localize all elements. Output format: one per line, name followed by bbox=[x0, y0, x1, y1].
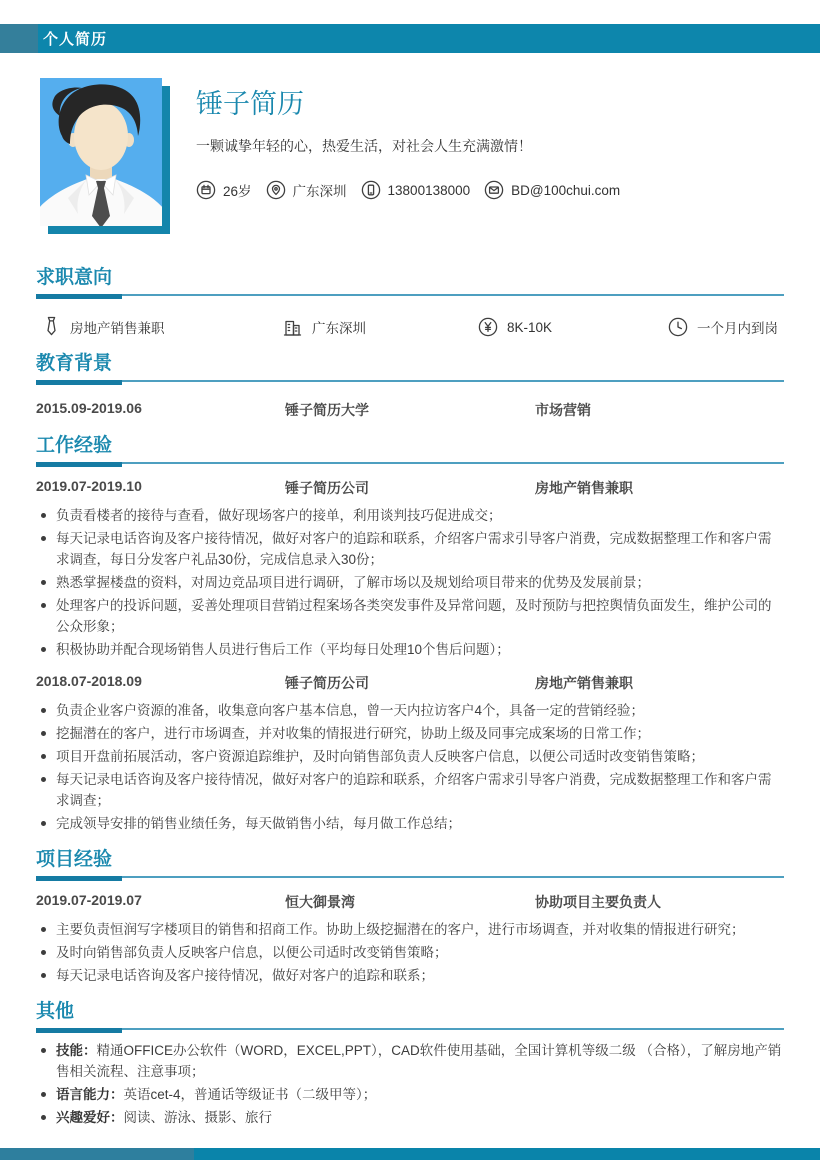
job-bullet-list bbox=[36, 505, 784, 660]
project-bullet-list bbox=[36, 919, 784, 986]
others-text: 英语cet-4，普通话等级证书（二级甲等）； bbox=[123, 1087, 377, 1102]
bullet-item: 每天记录电话咨询及客户接待情况，做好对客户的追踪和联系； bbox=[36, 965, 784, 986]
intent-position bbox=[42, 316, 282, 338]
intent-city-label: 广东深圳 bbox=[312, 321, 366, 336]
intent-salary bbox=[478, 316, 668, 338]
education-period: 2015.09-2019.06 bbox=[36, 400, 142, 416]
contact-location bbox=[266, 180, 347, 200]
avatar bbox=[40, 78, 162, 226]
bullet-item: 每天记录电话咨询及客户接待情况，做好对客户的追踪和联系，介绍客户需求引导客户消费，完成数据整理工作和客户需求调查； bbox=[36, 769, 784, 811]
tie-icon bbox=[42, 316, 61, 338]
bullet-item bbox=[36, 1107, 784, 1128]
clock-icon bbox=[668, 317, 688, 337]
section-title-others: 其他 bbox=[36, 1001, 75, 1022]
avatar-illustration bbox=[40, 78, 162, 226]
education-major: 市场营销 bbox=[535, 402, 591, 418]
page-title: 个人简历 bbox=[43, 31, 108, 48]
bullet-item: 熟悉掌握楼盘的资料，对周边竞品项目进行调研，了解市场以及规划给项目带来的优势及发展前景； bbox=[36, 572, 784, 593]
section-job-intention bbox=[36, 266, 784, 338]
mail-icon bbox=[484, 180, 504, 200]
bullet-item bbox=[36, 1040, 784, 1082]
contact-phone bbox=[361, 180, 471, 200]
others-bullet-list bbox=[36, 1040, 784, 1128]
job-role: 房地产销售兼职 bbox=[535, 675, 633, 691]
others-label: 技能： bbox=[56, 1043, 97, 1058]
bottom-bar-left-segment bbox=[0, 1148, 194, 1160]
education-row bbox=[36, 400, 784, 420]
bottom-bar bbox=[0, 1148, 820, 1160]
bullet-item: 每天记录电话咨询及客户接待情况，做好对客户的追踪和联系，介绍客户需求引导客户消费，完成数据整理工作和客户需求调查，每日分发客户礼品30份，完成信息录入30份； bbox=[36, 528, 784, 570]
others-text: 阅读、游泳、摄影、旅行 bbox=[123, 1110, 272, 1125]
profile-photo bbox=[40, 78, 170, 234]
job-company: 锤子简历公司 bbox=[285, 675, 369, 691]
bullet-item: 主要负责恒润写字楼项目的销售和招商工作。协助上级挖掘潜在的客户，进行市场调查，并对收集的情报进行研究； bbox=[36, 919, 784, 940]
job-header-row bbox=[36, 673, 784, 693]
bullet-item: 负责企业客户资源的准备，收集意向客户基本信息，曾一天内拉访客户4个，具备一定的营销经验； bbox=[36, 700, 784, 721]
education-school: 锤子简历大学 bbox=[285, 402, 369, 418]
bullet-item: 负责看楼者的接待与查看，做好现场客户的接单，利用谈判技巧促进成交； bbox=[36, 505, 784, 526]
profile-info bbox=[196, 82, 784, 200]
section-project-experience bbox=[36, 848, 784, 986]
location-value: 广东深圳 bbox=[292, 184, 347, 199]
project-role: 协助项目主要负责人 bbox=[535, 894, 661, 910]
section-education bbox=[36, 352, 784, 420]
intent-availability bbox=[668, 316, 778, 338]
intent-availability-label: 一个月内到岗 bbox=[697, 321, 778, 336]
profile-tagline: 一颗诚挚年轻的心，热爱生活，对社会人生充满激情！ bbox=[196, 138, 532, 154]
resume-content bbox=[36, 78, 784, 1130]
yen-icon bbox=[478, 317, 498, 337]
intent-position-label: 房地产销售兼职 bbox=[70, 321, 165, 336]
bullet-item: 完成领导安排的销售业绩任务，每天做销售小结，每月做工作总结； bbox=[36, 813, 784, 834]
section-title-education: 教育背景 bbox=[36, 353, 113, 374]
job-period: 2019.07-2019.10 bbox=[36, 478, 142, 494]
intent-salary-label: 8K-10K bbox=[507, 319, 553, 335]
project-name: 恒大御景湾 bbox=[285, 894, 355, 910]
email-value: BD@100chui.com bbox=[511, 182, 621, 198]
section-others bbox=[36, 1000, 784, 1128]
header-corner-block bbox=[0, 24, 38, 53]
section-rule bbox=[36, 294, 784, 299]
bullet-item: 挖掘潜在的客户，进行市场调查，并对收集的情报进行研究，协助上级及同事完成案场的日常工作； bbox=[36, 723, 784, 744]
phone-value: 13800138000 bbox=[387, 182, 471, 198]
others-text: 精通OFFICE办公软件（WORD，EXCEL,PPT），CAD软件使用基础，全国计算机等级二级 （合格），了解房地产销售相关流程、注意事项； bbox=[56, 1043, 782, 1079]
bullet-item: 处理客户的投诉问题，妥善处理项目营销过程案场各类突发事件及异常问题，及时预防与把控舆情负面发生，维护公司的公众形象； bbox=[36, 595, 784, 637]
top-header-bar bbox=[0, 24, 820, 53]
bullet-item bbox=[36, 1084, 784, 1105]
section-title-job-intention: 求职意向 bbox=[36, 267, 113, 288]
job-bullet-list bbox=[36, 700, 784, 834]
section-rule bbox=[36, 380, 784, 385]
contact-email bbox=[484, 180, 620, 200]
person-name: 锤子简历 bbox=[196, 89, 304, 119]
age-value: 26岁 bbox=[223, 184, 252, 199]
profile-section bbox=[36, 78, 784, 236]
phone-icon bbox=[361, 180, 381, 200]
section-rule bbox=[36, 1028, 784, 1033]
intent-city bbox=[282, 316, 478, 338]
section-rule bbox=[36, 876, 784, 881]
bullet-item: 及时向销售部负责人反映客户信息，以便公司适时改变销售策略； bbox=[36, 942, 784, 963]
location-pin-icon bbox=[266, 180, 286, 200]
section-title-projects: 项目经验 bbox=[36, 849, 113, 870]
bullet-item: 积极协助并配合现场销售人员进行售后工作（平均每日处理10个售后问题）； bbox=[36, 639, 784, 660]
job-company: 锤子简历公司 bbox=[285, 480, 369, 496]
job-intention-row bbox=[36, 316, 784, 338]
job-period: 2018.07-2018.09 bbox=[36, 673, 142, 689]
section-rule bbox=[36, 462, 784, 467]
calendar-icon bbox=[196, 180, 216, 200]
job-header-row bbox=[36, 478, 784, 498]
project-header-row bbox=[36, 892, 784, 912]
job-role: 房地产销售兼职 bbox=[535, 480, 633, 496]
section-title-work: 工作经验 bbox=[36, 435, 113, 456]
section-work-experience bbox=[36, 434, 784, 834]
bullet-item: 项目开盘前拓展活动，客户资源追踪维护，及时向销售部负责人反映客户信息，以便公司适时改变销售策略； bbox=[36, 746, 784, 767]
others-label: 语言能力： bbox=[56, 1087, 124, 1102]
project-period: 2019.07-2019.07 bbox=[36, 892, 142, 908]
contact-age bbox=[196, 180, 252, 200]
others-label: 兴趣爱好： bbox=[56, 1110, 124, 1125]
contact-row bbox=[196, 180, 784, 200]
building-icon bbox=[282, 317, 303, 338]
